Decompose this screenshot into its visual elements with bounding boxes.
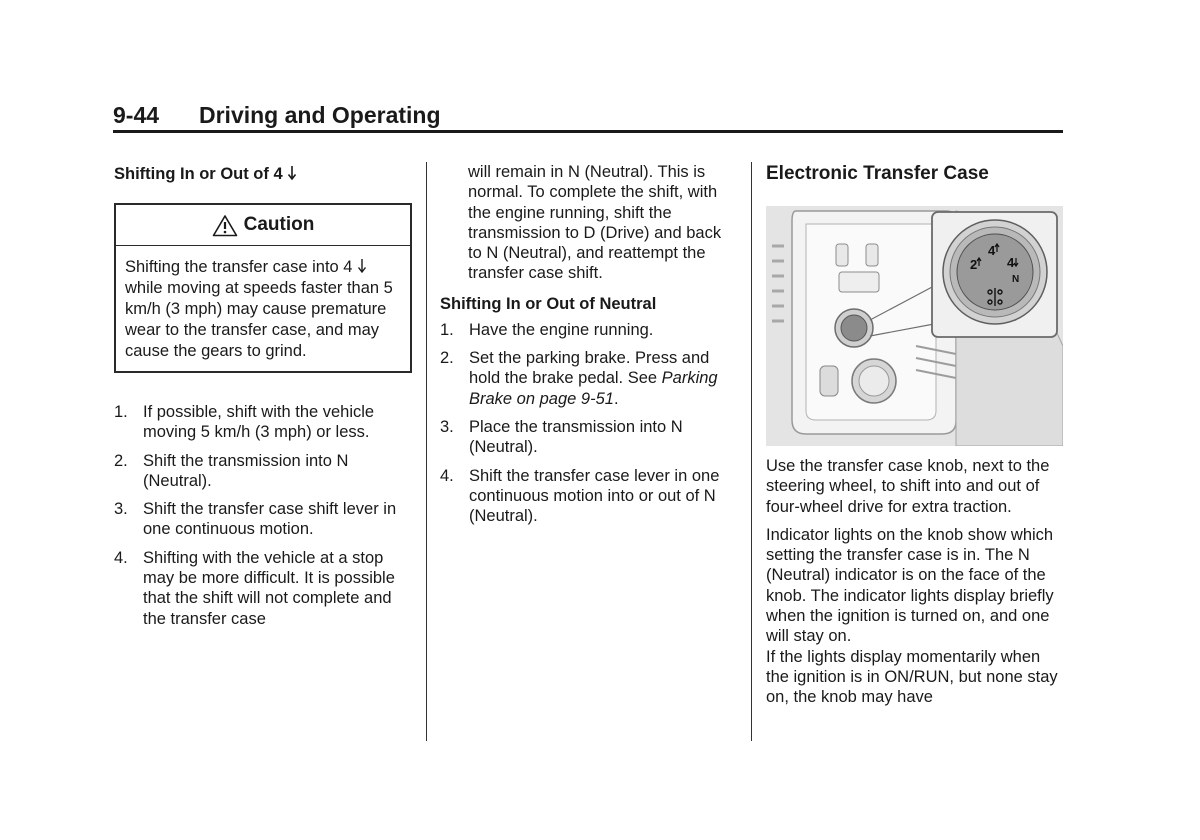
subheading-shift-neutral: Shifting In or Out of Neutral (440, 294, 657, 313)
column-divider-right (751, 162, 752, 741)
knob-label-4auto: 4 (1007, 255, 1015, 270)
list-item: 1. If possible, shift with the vehicle moving 5 km/h (3 mph) or less. (114, 403, 375, 442)
list-item: 2. Shift the transmission into N (Neutral). (114, 451, 349, 490)
four-low-down-arrow-icon (287, 165, 297, 181)
knob-label-2hi: 2 (970, 257, 978, 272)
four-low-down-arrow-icon (357, 258, 367, 274)
column-2 (440, 162, 738, 534)
dashboard-illustration (766, 206, 1063, 446)
list-item: 1. Have the engine running. (440, 320, 654, 339)
section-title: Driving and Operating (199, 102, 441, 128)
transfer-case-knob-illustration (766, 206, 1063, 446)
caution-header (116, 205, 410, 246)
list-item: 3. Place the transmission into N (Neutral). (440, 417, 683, 457)
warning-triangle-icon (212, 214, 238, 237)
subheading-shift-4lo: Shifting In or Out of 4 (114, 162, 412, 186)
column-3 (766, 162, 1064, 716)
list-item: 2. Set the parking brake. Press and hold the brake pedal. See Parking Brake on page 9-51. (440, 349, 718, 408)
caution-box (114, 203, 412, 373)
page-header (113, 100, 1063, 133)
shift-4lo-steps (114, 402, 412, 629)
list-item: 4. Shifting with the vehicle at a stop may be more difficult. It is possible that the shift will not complete and the transfer case (114, 548, 395, 628)
continued-step-text: will remain in N (Neutral). This is normal. To complete the shift, with the engine running, shift the transmission to D (Drive) and back to N (Neutral), and reattempt the transfer case shift. (468, 163, 722, 283)
page-number: 9-44 (113, 102, 160, 128)
shift-neutral-steps (440, 320, 738, 527)
parking-brake-reference: Parking Brake on page 9-51 (469, 369, 718, 408)
list-item: 3. Shift the transfer case shift lever in one continuous motion. (114, 500, 397, 539)
column-1 (114, 162, 412, 637)
column-divider-left (426, 162, 427, 741)
knob-label-4hi: 4 (988, 243, 996, 258)
paragraph-indicator-lights: Indicator lights on the knob show which setting the transfer case is in. The N (Neutral) indicator is on the face of the knob. The indicator lights display briefly when the ignition is turned on, and one will stay on. (766, 525, 1054, 646)
caution-title: Caution (243, 213, 315, 235)
paragraph-lights-momentary: If the lights display momentarily when the ignition is in ON/RUN, but none stay on, the knob may have (766, 647, 1058, 707)
knob-label-neutral: N (1012, 274, 1020, 285)
caution-body: Shifting the transfer case into 4 while moving at speeds faster than 5 km/h (3 mph) may cause premature wear to the transfer case, and may cause the gears to grind. (125, 258, 393, 360)
section-heading: Electronic Transfer Case (766, 163, 989, 184)
list-item: 4. Shift the transfer case lever in one continuous motion into or out of N (Neutral). (440, 466, 720, 526)
paragraph-knob-usage: Use the transfer case knob, next to the steering wheel, to shift into and out of four-wheel drive for extra traction. (766, 457, 1050, 516)
